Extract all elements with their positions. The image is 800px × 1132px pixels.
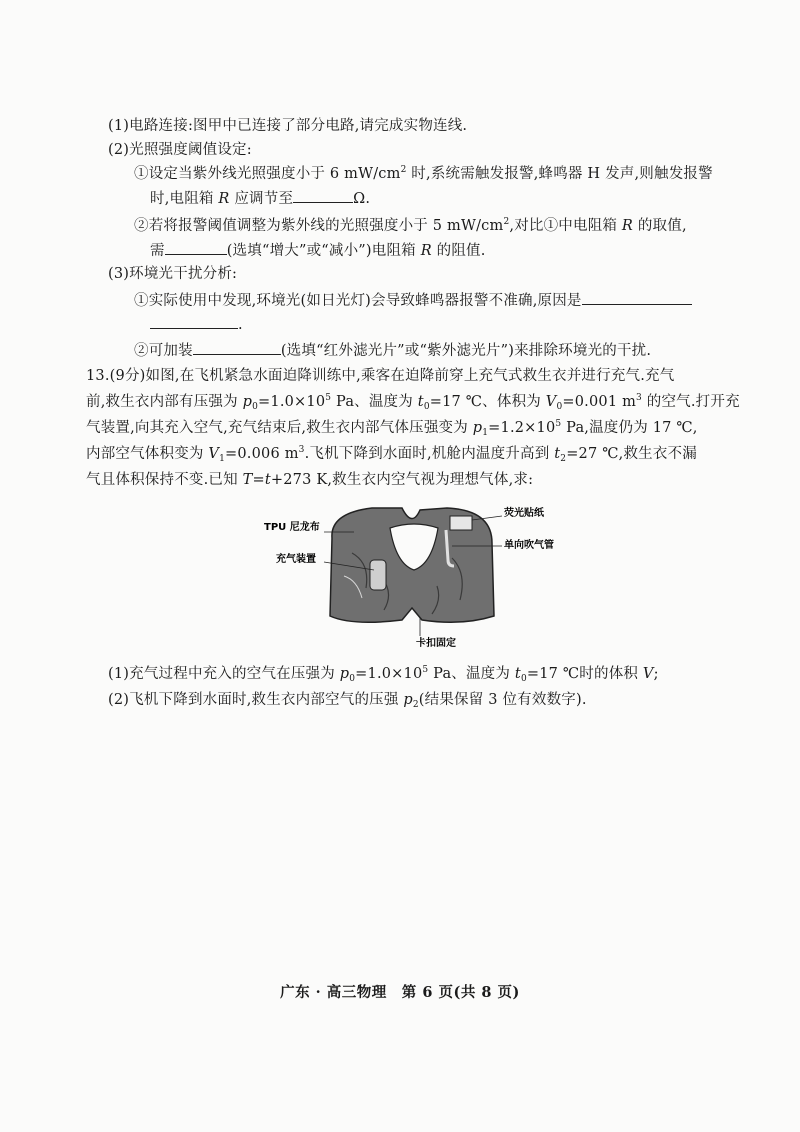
q13-line4: 内部空气体积变为 $V_1=0.006$ $m^3$.飞机下降到水面时,机舱内温度升高到 $t_2=27$ ℃,救生衣不漏 — [86, 445, 697, 464]
q13-sub2: (2)飞机下降到水面时,救生衣内部空气的压强 $p_2$(结果保留 3 位有效数字). — [108, 692, 587, 710]
q12-part2b-line1: ②若将报警阈值调整为紫外线的光照强度小于 5 $mW/cm^2$,对比①中电阻箱 R 的取值, — [134, 217, 687, 234]
answer-blank[interactable] — [165, 240, 227, 255]
q12-part1: (1)电路连接:图甲中已连接了部分电路,请完成实物连线. — [108, 118, 468, 134]
q13-line2: 前,救生衣内部有压强为 $p_0=1.0\times 10^5$ Pa、温度为 $t_0=17$ ℃、体积为 $V_0=0.001$ $m^3$ 的空气.打开充 — [86, 393, 740, 412]
label-blow-tube: 单向吹气管 — [504, 540, 554, 551]
q12-part2a-line1: ①设定当紫外线光照强度小于 6 $mW/cm^2$ 时,系统需触发报警,蜂鸣器 H 发声,则触发报警 — [134, 165, 713, 182]
answer-blank[interactable] — [193, 340, 281, 355]
label-inflator: 充气装置 — [276, 554, 316, 565]
page-footer: 广东 · 高三物理 第 6 页(共 8 页) — [280, 984, 520, 1001]
q12-part3a-line1: ①实际使用中发现,环境光(如日光灯)会导致蜂鸣器报警不准确,原因是 — [134, 290, 692, 311]
q13-line1: 13.(9分)如图,在飞机紧急水面迫降训练中,乘客在迫降前穿上充气式救生衣并进行充气.充气 — [86, 368, 675, 384]
label-buckle: 卡扣固定 — [416, 638, 456, 648]
answer-blank[interactable] — [293, 188, 353, 203]
answer-blank[interactable] — [150, 314, 238, 329]
label-tpu: TPU 尼龙布 — [264, 522, 320, 533]
q13-line5: 气且体积保持不变.已知 T=t+273 K,救生衣内空气视为理想气体,求: — [86, 472, 534, 488]
q12-part2b-line2: 需 (选填“增大”或“减小”)电阻箱 R 的阻值. — [150, 240, 486, 261]
reflective-sticker-icon — [450, 516, 472, 530]
q12-part2-heading: (2)光照强度阈值设定: — [108, 142, 252, 158]
q12-part3-heading: (3)环境光干扰分析: — [108, 266, 238, 282]
q13-line3: 气装置,向其充入空气,充气结束后,救生衣内部气体压强变为 $p_1=1.2\times 10^5$ Pa,温度仍为 17 ℃, — [86, 419, 698, 438]
answer-blank[interactable] — [582, 290, 692, 305]
q12-part3b: ②可加装 (选填“红外滤光片”或“紫外滤光片”)来排除环境光的干扰. — [134, 340, 651, 361]
life-jacket-figure — [262, 498, 562, 648]
q12-part3a-line2: . — [150, 314, 243, 335]
q13-sub1: (1)充气过程中充入的空气在压强为 $p_0=1.0\times 10^5$ Pa、温度为 $t_0=17$ ℃时的体积 V; — [108, 665, 659, 684]
life-jacket-illustration — [262, 498, 562, 648]
label-reflective-sticker: 荧光贴纸 — [504, 508, 544, 519]
inflator-icon — [370, 560, 386, 590]
q12-part2a-line2: 时,电阻箱 R 应调节至 Ω. — [150, 188, 370, 209]
